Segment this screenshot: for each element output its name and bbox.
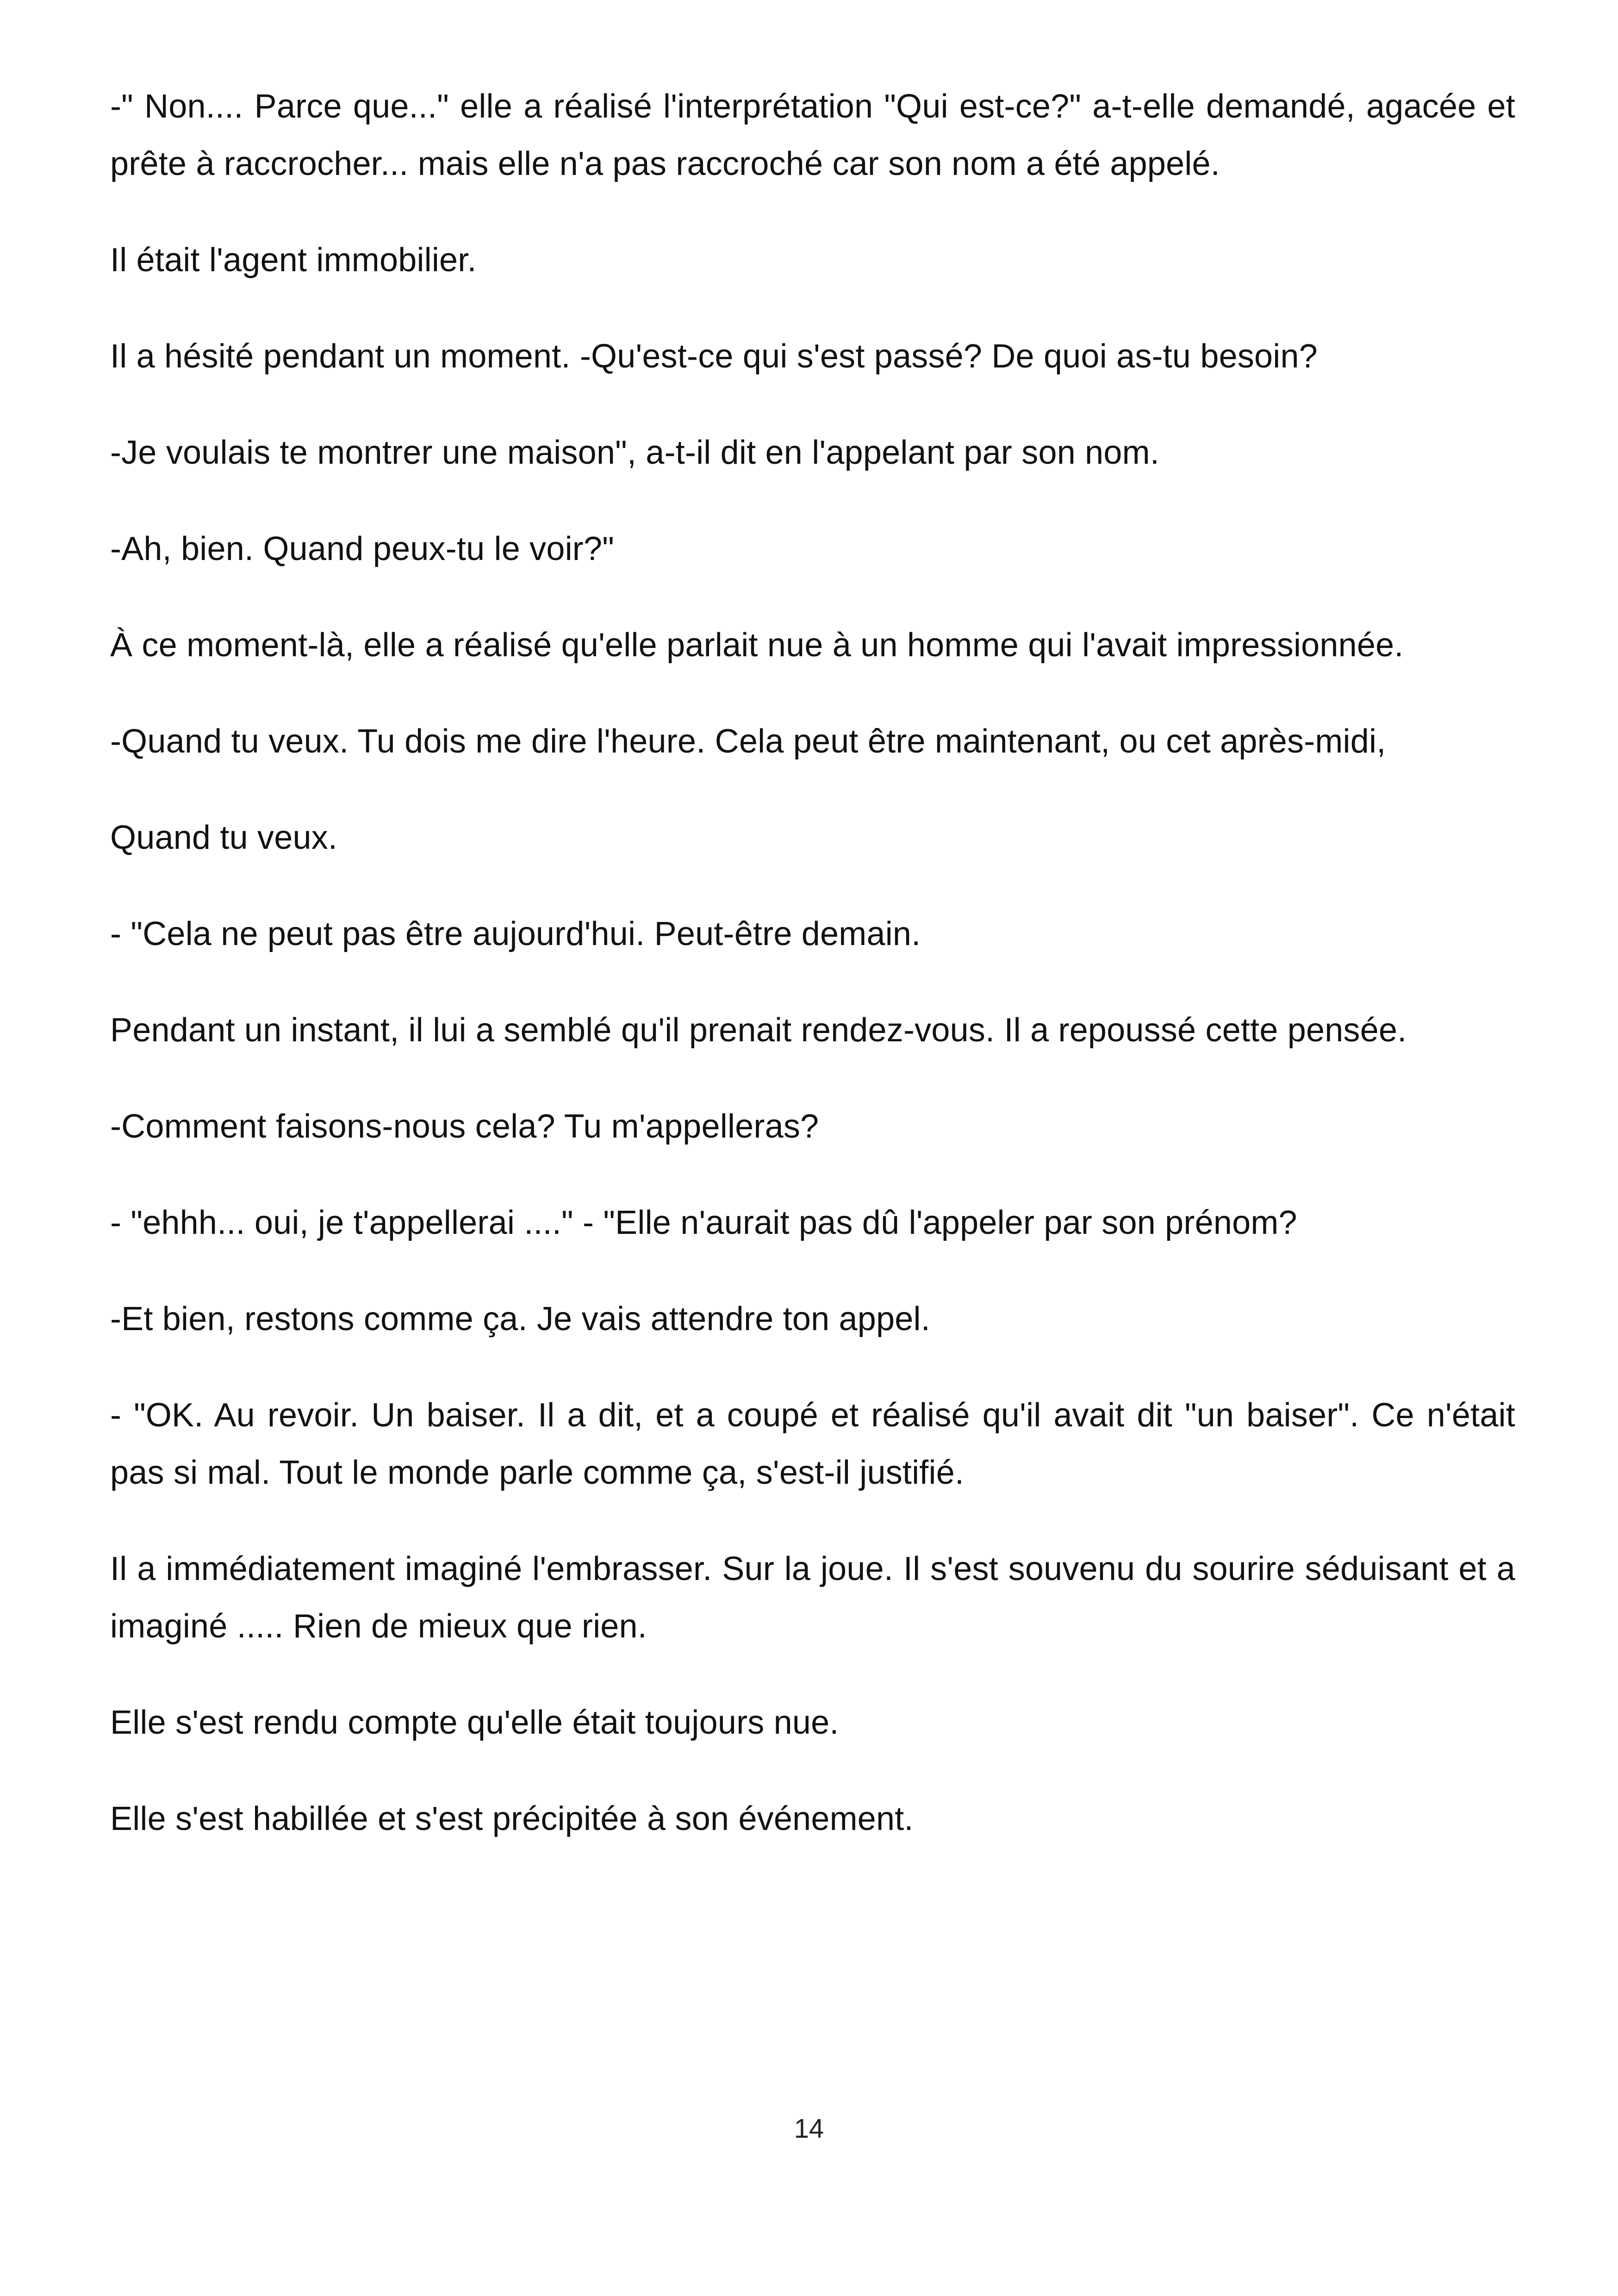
paragraph: Quand tu veux. [110,819,338,856]
paragraph: Il a hésité pendant un moment. -Qu'est-ce qui s'est passé? De quoi as-tu besoin? [110,338,1318,375]
text-body [110,78,1515,1886]
paragraph: Elle s'est rendu compte qu'elle était toujours nue. [110,1704,839,1741]
paragraph: Il était l'agent immobilier. [110,242,477,279]
paragraph: -Quand tu veux. Tu dois me dire l'heure. Cela peut être maintenant, ou cet après-midi, [110,723,1386,760]
paragraph: - "Cela ne peut pas être aujourd'hui. Peut-être demain. [110,915,921,952]
paragraph: -" Non.... Parce que..." elle a réalisé l'interprétation "Qui est-ce?" a-t-elle demandé, agacée et prête à raccrocher... mais elle n'a pas raccroché car son nom a été appelé. [110,88,1515,182]
page-number: 14 [794,2114,824,2144]
paragraph: Elle s'est habillée et s'est précipitée à son événement. [110,1800,914,1837]
paragraph: -Comment faisons-nous cela? Tu m'appelleras? [110,1108,819,1145]
paragraph: À ce moment-là, elle a réalisé qu'elle parlait nue à un homme qui l'avait impressionnée. [110,627,1404,664]
paragraph: -Et bien, restons comme ça. Je vais attendre ton appel. [110,1300,930,1338]
paragraph: Il a immédiatement imaginé l'embrasser. Sur la joue. Il s'est souvenu du sourire séduisant et a imaginé ..... Rien de mieux que rien. [110,1550,1515,1645]
paragraph: - "ehhh... oui, je t'appellerai ...." - "Elle n'aurait pas dû l'appeler par son prénom? [110,1204,1297,1241]
paragraph: -Ah, bien. Quand peux-tu le voir?" [110,530,614,567]
paragraph: - "OK. Au revoir. Un baiser. Il a dit, et a coupé et réalisé qu'il avait dit "un baiser". Ce n'était pas si mal. Tout le monde parle comme ça, s'est-il justifié. [110,1397,1515,1491]
paragraph: -Je voulais te montrer une maison", a-t-il dit en l'appelant par son nom. [110,434,1160,471]
paragraph: Pendant un instant, il lui a semblé qu'il prenait rendez-vous. Il a repoussé cette pensée. [110,1012,1407,1049]
